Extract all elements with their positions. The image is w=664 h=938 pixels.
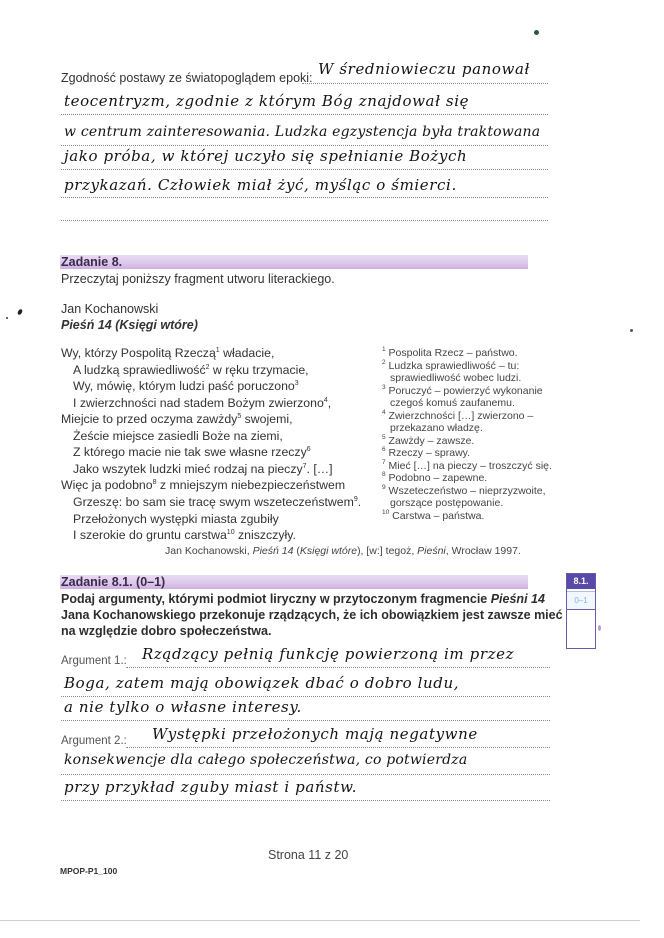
page-edge-line [0, 920, 640, 921]
page-number: Strona 11 z 20 [268, 848, 349, 862]
argument-1-label: Argument 1.: [61, 655, 127, 667]
answer-line-1[interactable] [302, 83, 548, 84]
footnote-line: $^4$ Zwierzchności […] zwierzono – [382, 408, 534, 422]
poem-line: I szerokie do gruntu carstwa$^{10}$ zniszczyły. [73, 528, 296, 543]
argument-1-line-1[interactable] [126, 667, 550, 668]
poem-line: Jako wszytek ludzki mieć rodzaj na pieczy$^7$. […] [73, 461, 333, 476]
poem-line: Przełożonych występki miasta zgubiły [73, 511, 279, 526]
answer-line-6[interactable] [61, 220, 548, 221]
argument-2-text-1: Występki przełożonych mają negatywne [152, 725, 478, 743]
question-line-1: Podaj argumenty, którymi podmiot liryczny w przytoczonym fragmencie Pieśni 14 [61, 592, 545, 606]
scan-speck [630, 329, 633, 332]
footnote-line: gorszące postępowanie. [390, 497, 504, 509]
question-line-3: na względzie dobro społeczeństwa. [61, 624, 272, 638]
score-box-range: 0–1 [567, 591, 595, 610]
poem-line: Wy, mówię, którym ludzi paść poruczono$^3$ [73, 379, 299, 394]
footnote-line: $^6$ Rzeczy – sprawy. [382, 446, 471, 459]
task-8-title: Zadanie 8. [61, 255, 123, 269]
argument-2-text-2: konsekwencje dla całego społeczeństwa, co potwierdza [64, 752, 468, 768]
footnote-line: $^1$ Pospolita Rzecz – państwo. [382, 346, 518, 359]
score-box [566, 573, 596, 649]
score-box-label: 8.1. [567, 574, 595, 589]
answer-line-5[interactable] [61, 197, 548, 198]
argument-2-label: Argument 2.: [61, 735, 127, 747]
answer-line-3[interactable] [61, 145, 548, 146]
score-input-field[interactable] [567, 610, 595, 646]
poem-line: Więc ja podobno$^8$ z mniejszym niebezpieczeństwem [61, 478, 346, 493]
task-8-header-bar [60, 255, 528, 269]
footnote-line: przekazano władzę. [390, 422, 483, 434]
poem-line: Grzeszę: bo sam sie tracę swym wszeteczeństwem$^9$. [73, 494, 362, 509]
argument-2-line-1[interactable] [126, 747, 550, 748]
poem-line: Żeście miejsce zasiedli Boże na ziemi, [73, 428, 283, 443]
footnote-line: $^7$ Mieć […] na pieczy – troszczyć się. [382, 458, 552, 472]
argument-2-line-2[interactable] [61, 774, 550, 775]
scan-speck [17, 308, 23, 315]
argument-1-text-3: a nie tylko o własne interesy. [64, 698, 302, 716]
task-8-1-title: Zadanie 8.1. (0–1) [61, 575, 166, 589]
footnote-line: $^9$ Wszeteczeństwo – nieprzyzwoite, [382, 483, 546, 497]
poem-line: Miejcie to przed oczyma zawżdy$^5$ swojemi, [61, 412, 293, 427]
argument-2-line-3[interactable] [61, 800, 550, 801]
handwritten-answer-5: przykazań. Człowiek miał żyć, myśląc o śmierci. [64, 176, 457, 194]
argument-1-line-3[interactable] [61, 720, 550, 721]
poem-line: Z którego macie nie tak swe własne rzeczy$^6$ [73, 445, 311, 460]
handwritten-answer-2: teocentryzm, zgodnie z którym Bóg znajdował się [64, 92, 470, 110]
question-line-2: Jana Kochanowskiego przekonuje rządzących, że ich obowiązkiem jest zawsze mieć [61, 608, 563, 622]
footnote-line: $^{10}$ Carstwa – państwa. [382, 508, 485, 522]
footnote-line: sprawiedliwość wobec ludzi. [390, 372, 522, 384]
poem-line: Wy, którzy Pospolitą Rzeczą$^1$ władacie, [61, 346, 275, 360]
footnote-line: czegoś komuś zaufanemu. [390, 397, 515, 409]
argument-2-text-3: przy przykład zguby miast i państw. [64, 778, 358, 796]
argument-1-text-1: Rządzący pełnią funkcję powierzoną im przez [142, 645, 515, 663]
footnote-line: $^3$ Poruczyć – powierzyć wykonanie [382, 383, 543, 397]
answer-line-4[interactable] [61, 169, 548, 170]
answer-line-2[interactable] [61, 114, 548, 115]
handwritten-answer-1: W średniowieczu panował [318, 60, 530, 78]
poem-line: I zwierzchności nad stadem Bożym zwierzono$^4$, [73, 395, 332, 410]
poem-line: A ludzką sprawiedliwość$^2$ w ręku trzymacie, [73, 362, 309, 377]
handwritten-answer-4: jako próba, w której uczyło się spełnianie Bożych [64, 147, 468, 165]
argument-1-text-2: Boga, zatem mają obowiązek dbać o dobro ludu, [64, 674, 460, 692]
scan-speck [6, 317, 8, 319]
argument-1-line-2[interactable] [61, 696, 550, 697]
source-citation: Jan Kochanowski, Pieśń 14 (Księgi wtóre), [w:] tegoż, Pieśni, Wrocław 1997. [165, 545, 521, 557]
exam-code: MPOP-P1_100 [60, 866, 118, 876]
footnote-line: $^8$ Podobno – zapewne. [382, 471, 488, 484]
handwritten-answer-3: w centrum zainteresowania. Ludzka egzystencja była traktowana [64, 124, 541, 140]
footnote-line: $^5$ Zawżdy – zawsze. [382, 433, 475, 447]
scan-speck [598, 625, 601, 631]
footnote-line: $^2$ Ludzka sprawiedliwość – tu: [382, 358, 520, 372]
poem-title: Pieśń 14 (Księgi wtóre) [61, 318, 198, 332]
scan-speck [534, 30, 539, 35]
task-8-instruction: Przeczytaj poniższy fragment utworu literackiego. [61, 272, 335, 286]
poem-author: Jan Kochanowski [61, 302, 159, 316]
prompt-label: Zgodność postawy ze światopoglądem epoki: [61, 71, 313, 85]
